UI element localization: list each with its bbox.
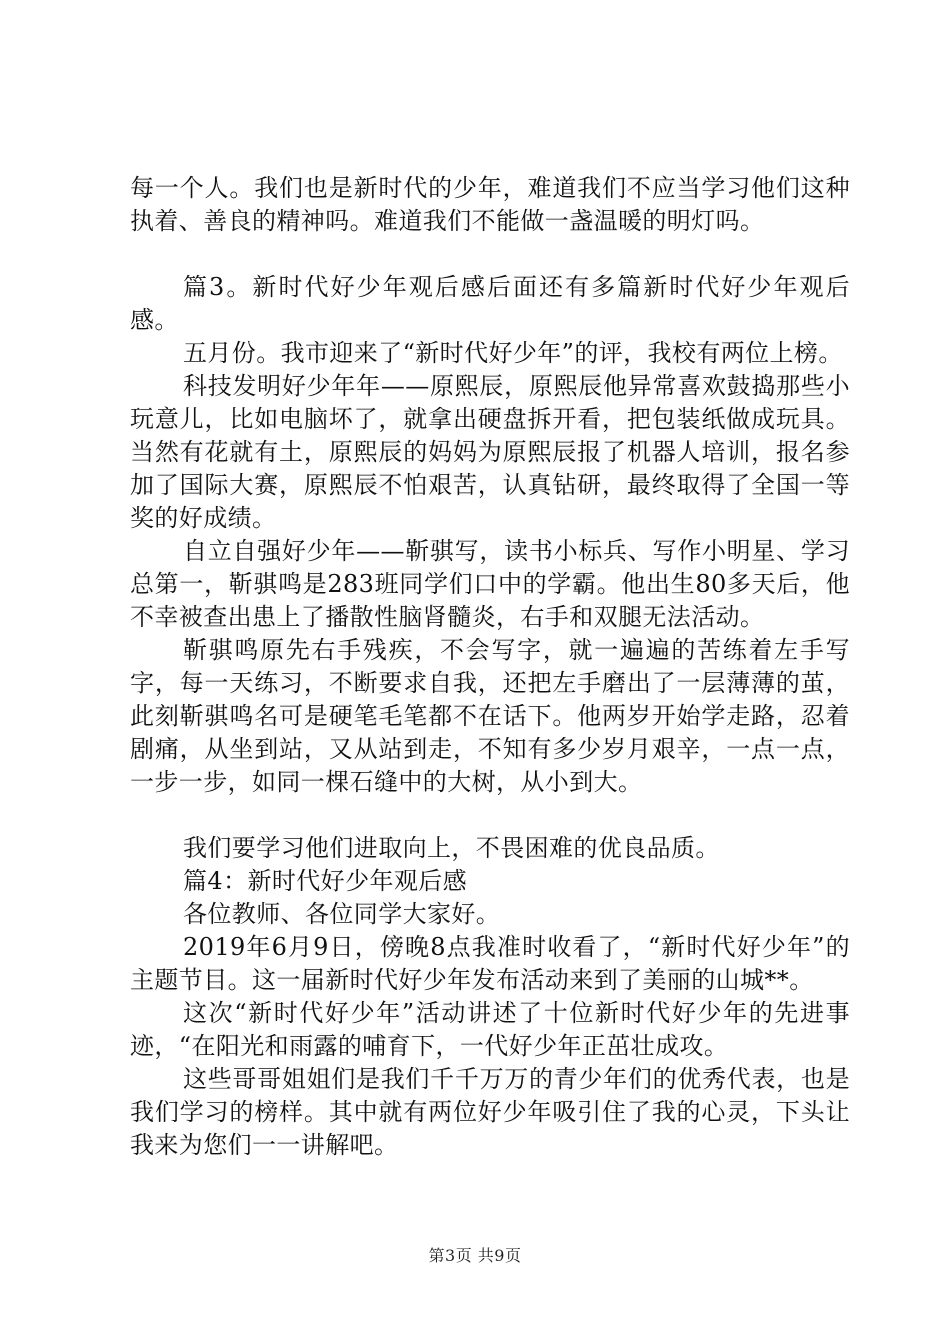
paragraph-1: 每一个人。我们也是新时代的少年，难道我们不应当学习他们这种执着、善良的精神吗。难道我们不能做一盏温暖的明灯吗。	[130, 174, 850, 235]
paragraph-5: 自立自强好少年——靳骐写，读书小标兵、写作小明星、学习总第一，靳骐鸣是283班同学们口中的学霸。他出生80多天后，他不幸被查出患上了播散性脑肾髓炎，右手和双腿无法活动。	[130, 537, 850, 631]
paragraph-7: 我们要学习他们进取向上，不畏困难的优良品质。	[183, 834, 720, 862]
paragraph-4: 科技发明好少年年——原熙辰，原熙辰他异常喜欢鼓捣那些小玩意儿，比如电脑坏了，就拿出硬盘拆开看，把包装纸做成玩具。当然有花就有土，原熙辰的妈妈为原熙辰报了机器人培训，报名参加了国际大赛，原熙辰不怕艰苦，认真钻研，最终取得了全国一等奖的好成绩。	[130, 372, 850, 532]
document-body	[130, 172, 850, 1162]
paragraph-greeting: 各位教师、各位同学大家好。	[183, 900, 501, 928]
paragraph-3: 五月份。我市迎来了“新时代好少年”的评，我校有两位上榜。	[183, 339, 843, 367]
paragraph-10: 2019年6月9日，傍晚8点我准时收看了，“新时代好少年”的主题节目。这一届新时代好少年发布活动来到了美丽的山城**。	[130, 933, 850, 994]
page-footer: 第3页 共9页	[428, 1246, 522, 1265]
paragraph-12: 这些哥哥姐姐们是我们千千万万的青少年们的优秀代表，也是我们学习的榜样。其中就有两位好少年吸引住了我的心灵，下头让我来为您们一一讲解吧。	[130, 1065, 850, 1159]
section-heading: 篇4：新时代好少年观后感	[183, 867, 468, 895]
paragraph-6: 靳骐鸣原先右手残疾，不会写字，就一遍遍的苦练着左手写字，每一天练习，不断要求自我，还把左手磨出了一层薄薄的茧，此刻靳骐鸣名可是硬笔毛笔都不在话下。他两岁开始学走路，忍着剧痛，从坐到站，又从站到走，不知有多少岁月艰辛，一点一点，一步一步，如同一棵石缝中的大树，从小到大。	[130, 636, 850, 796]
paragraph-2: 篇3。新时代好少年观后感后面还有多篇新时代好少年观后感。	[130, 273, 850, 334]
paragraph-11: 这次“新时代好少年”活动讲述了十位新时代好少年的先进事迹，“在阳光和雨露的哺育下，一代好少年正茁壮成攻。	[130, 999, 850, 1060]
